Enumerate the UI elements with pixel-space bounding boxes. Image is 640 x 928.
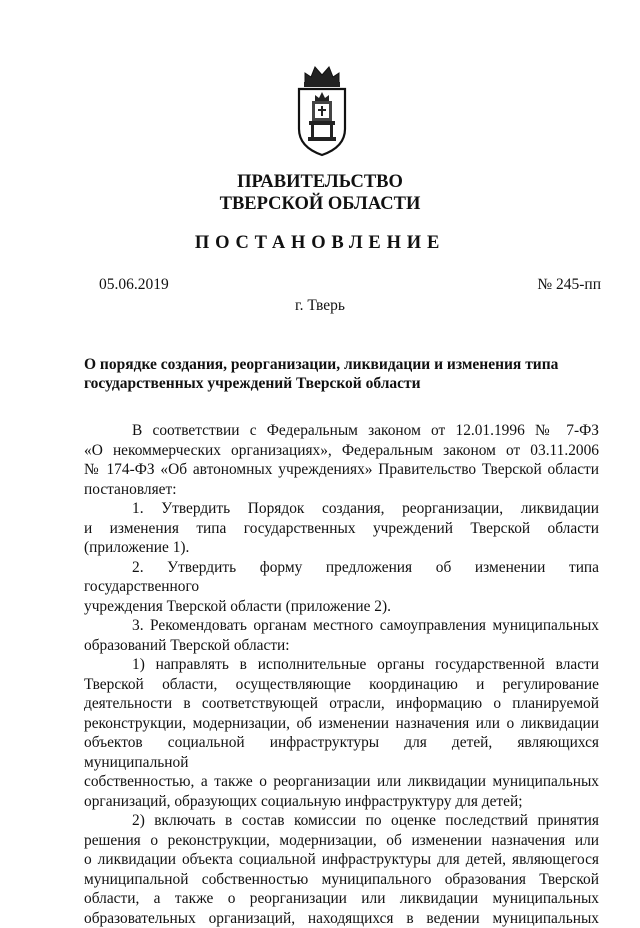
subitem-2-line: о ликвидации объекта социальной инфраструктуры для детей, являющегося [84,850,599,870]
subitem-2-line: решения о реконструкции, модернизации, об изменении назначения или [84,831,599,851]
subitem-1-line: объектов социальной инфраструктуры для детей, являющихся муниципальной [84,733,599,772]
item-2-line: учреждения Тверской области (приложение 2). [84,597,599,617]
subitem-1-line: 1) направлять в исполнительные органы государственной власти [84,655,599,675]
intro-line: № 174-ФЗ «Об автономных учреждениях» Правительство Тверской области [84,460,599,480]
item-1-line: 1. Утвердить Порядок создания, реорганизации, ликвидации [84,499,599,519]
subitem-2-line: муниципальной собственностью муниципального образования Тверской [84,870,599,890]
subitem-1-line: Тверской области, осуществляющие координацию и регулирование [84,675,599,695]
government-title-line2: ТВЕРСКОЙ ОБЛАСТИ [0,193,640,215]
item-3-line: образований Тверской области: [84,636,599,656]
item-1-line: и изменения типа государственных учреждений Тверской области [84,519,599,539]
document-type: ПОСТАНОВЛЕНИЕ [0,232,640,254]
subitem-1-line: деятельности в соответствующей отрасли, информацию о планируемой [84,694,599,714]
item-2-line: 2. Утвердить форму предложения об изменении типа государственного [84,558,599,597]
subitem-2-line: образовательных организаций, находящихся в ведении муниципальных [84,909,599,928]
document-city: г. Тверь [0,297,640,315]
subject-line: государственных учреждений Тверской области [84,374,604,393]
subitem-2-line: 2) включать в состав комиссии по оценке последствий принятия [84,811,599,831]
item-3-line: 3. Рекомендовать органам местного самоуправления муниципальных [84,616,599,636]
subitem-2-line: области, а также о реорганизации или ликвидации муниципальных [84,889,599,909]
subitem-1-line: собственностью, а также о реорганизации или ликвидации муниципальных [84,772,599,792]
intro-line: «О некоммерческих организациях», Федеральным законом от 03.11.2006 [84,441,599,461]
document-body [84,421,599,928]
subject-line: О порядке создания, реорганизации, ликвидации и изменения типа [84,355,604,374]
document-number: № 245-пп [537,276,601,294]
item-1-line: (приложение 1). [84,538,599,558]
subitem-1-line: организаций, образующих социальную инфраструктуру для детей; [84,792,599,812]
intro-line: постановляет: [84,480,599,500]
intro-line: В соответствии с Федеральным законом от 12.01.1996 № 7-ФЗ [84,421,599,441]
government-title-line1: ПРАВИТЕЛЬСТВО [0,171,640,193]
document-subject [84,355,604,393]
document-date: 05.06.2019 [99,276,169,294]
tver-coat-of-arms-icon [291,63,353,159]
subitem-1-line: реконструкции, модернизации, об изменении назначения или о ликвидации [84,714,599,734]
